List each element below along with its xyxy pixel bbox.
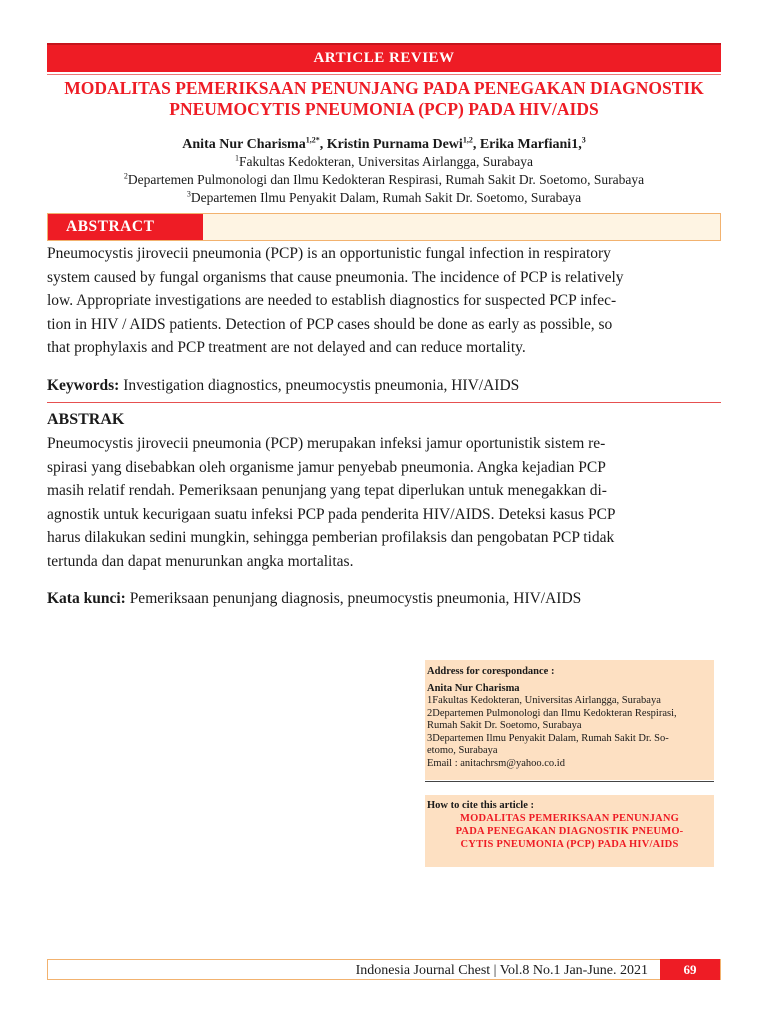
citation-heading: How to cite this article : [427,800,535,811]
affiliation-3-sup: 3 [186,189,191,199]
abstrak-heading: ABSTRAK [47,411,125,428]
abstrak-line: tertunda dan dapat menurunkan angka mortalitas. [47,552,354,570]
correspondence-heading: Address for corespondance : [427,666,555,677]
abstract-heading-bar [47,213,721,241]
abstract-line: system caused by fungal organisms that cause pneumonia. The incidence of PCP is relatively [47,268,624,286]
kata-kunci-text: Pemeriksaan penunjang diagnosis, pneumocystis pneumonia, HIV/AIDS [125,590,582,607]
abstrak-line: Pneumocystis jirovecii pneumonia (PCP) merupakan infeksi jamur oportunistik sistem re- [47,435,606,452]
correspondence-line: Rumah Sakit Dr. Soetomo, Surabaya [427,720,582,731]
abstrak-line: harus dilakukan sedini mungkin, sehingga pemberian profilaksis dan pengobatan PCP tidak [47,529,615,546]
affiliation-2 [47,171,721,188]
author-list [47,136,721,153]
kata-kunci-label: Kata kunci: [47,590,126,607]
correspondence-box [425,660,714,780]
author-1-sup: 1,2* [305,135,320,145]
author-1: Anita Nur Charisma [182,137,306,152]
citation-line: CYTIS PNEUMONIA (PCP) PADA HIV/AIDS [460,839,679,850]
page-number: 69 [660,959,720,980]
affiliation-2-text: Departemen Pulmonologi dan Ilmu Kedokteran Respirasi, Rumah Sakit Dr. Soetomo, Surabaya [127,172,645,187]
page-footer [47,959,721,980]
correspondence-divider [425,781,714,782]
title-line-2: PNEUMOCYTIS PNEUMONIA (PCP) PADA HIV/AIDS [169,99,599,119]
author-3-sup: 3 [581,135,586,145]
title-line-1: MODALITAS PEMERIKSAAN PENUNJANG PADA PENEGAKAN DIAGNOSTIK [64,78,704,98]
abstract-line: low. Appropriate investigations are needed to establish diagnostics for suspected PCP infec- [47,292,617,309]
journal-citation: Indonesia Journal Chest | Vol.8 No.1 Jan-June. 2021 [355,963,648,978]
author-3: , Erika Marfiani1, [472,137,582,152]
abstract-line: that prophylaxis and PCP treatment are not delayed and can reduce mortality. [47,339,526,356]
abstrak-line: agnostik untuk kecurigaan suatu infeksi PCP pada penderita HIV/AIDS. Deteksi kasus PCP [47,505,616,523]
abstrak-keywords [47,587,721,610]
article-type-banner: ARTICLE REVIEW [47,43,721,72]
correspondence-name: Anita Nur Charisma [427,682,520,694]
author-2-sup: 1,2 [462,135,473,145]
affiliation-3 [47,189,721,206]
abstrak-line: spirasi yang disebabkan oleh organisme jamur penyebab pneumonia. Angka kejadian PCP [47,458,606,476]
citation-line: MODALITAS PEMERIKSAAN PENUNJANG [460,813,679,824]
abstract-body [47,242,721,360]
abstract-heading: ABSTRACT [48,214,203,240]
abstract-line: tion in HIV / AIDS patients. Detection of PCP cases should be done as early as possible, so [47,315,613,333]
correspondence-email[interactable]: Email : anitachrsm@yahoo.co.id [427,757,565,769]
citation-box [425,795,714,867]
abstrak-line: masih relatif rendah. Pemeriksaan penunjang yang tepat diperlukan untuk menegakkan di- [47,482,607,499]
abstract-line: Pneumocystis jirovecii pneumonia (PCP) is an opportunistic fungal infection in respiratory [47,245,611,262]
section-divider [47,402,721,403]
correspondence-line: 3Departemen Ilmu Penyakit Dalam, Rumah Sakit Dr. So- [427,732,669,744]
abstract-keywords [47,374,721,397]
affiliation-1-text: Fakultas Kedokteran, Universitas Airlangga, Surabaya [239,154,533,169]
article-title [47,78,721,120]
affiliation-1-sup: 1 [235,153,240,163]
citation-line: PADA PENEGAKAN DIAGNOSTIK PNEUMO- [455,826,684,837]
author-2: , Kristin Purnama Dewi [319,137,463,152]
keywords-text: Investigation diagnostics, pneumocystis pneumonia, HIV/AIDS [119,377,520,394]
abstrak-body [47,432,721,573]
correspondence-line: 1Fakultas Kedokteran, Universitas Airlangga, Surabaya [427,695,661,706]
affiliation-1 [47,153,721,170]
banner-divider [47,74,721,75]
correspondence-line: 2Departemen Pulmonologi dan Ilmu Kedokteran Respirasi, [427,707,677,719]
affiliation-3-text: Departemen Ilmu Penyakit Dalam, Rumah Sakit Dr. Soetomo, Surabaya [190,190,582,205]
keywords-label: Keywords: [47,377,120,394]
affiliation-2-sup: 2 [123,171,128,181]
correspondence-line: etomo, Surabaya [427,745,498,756]
